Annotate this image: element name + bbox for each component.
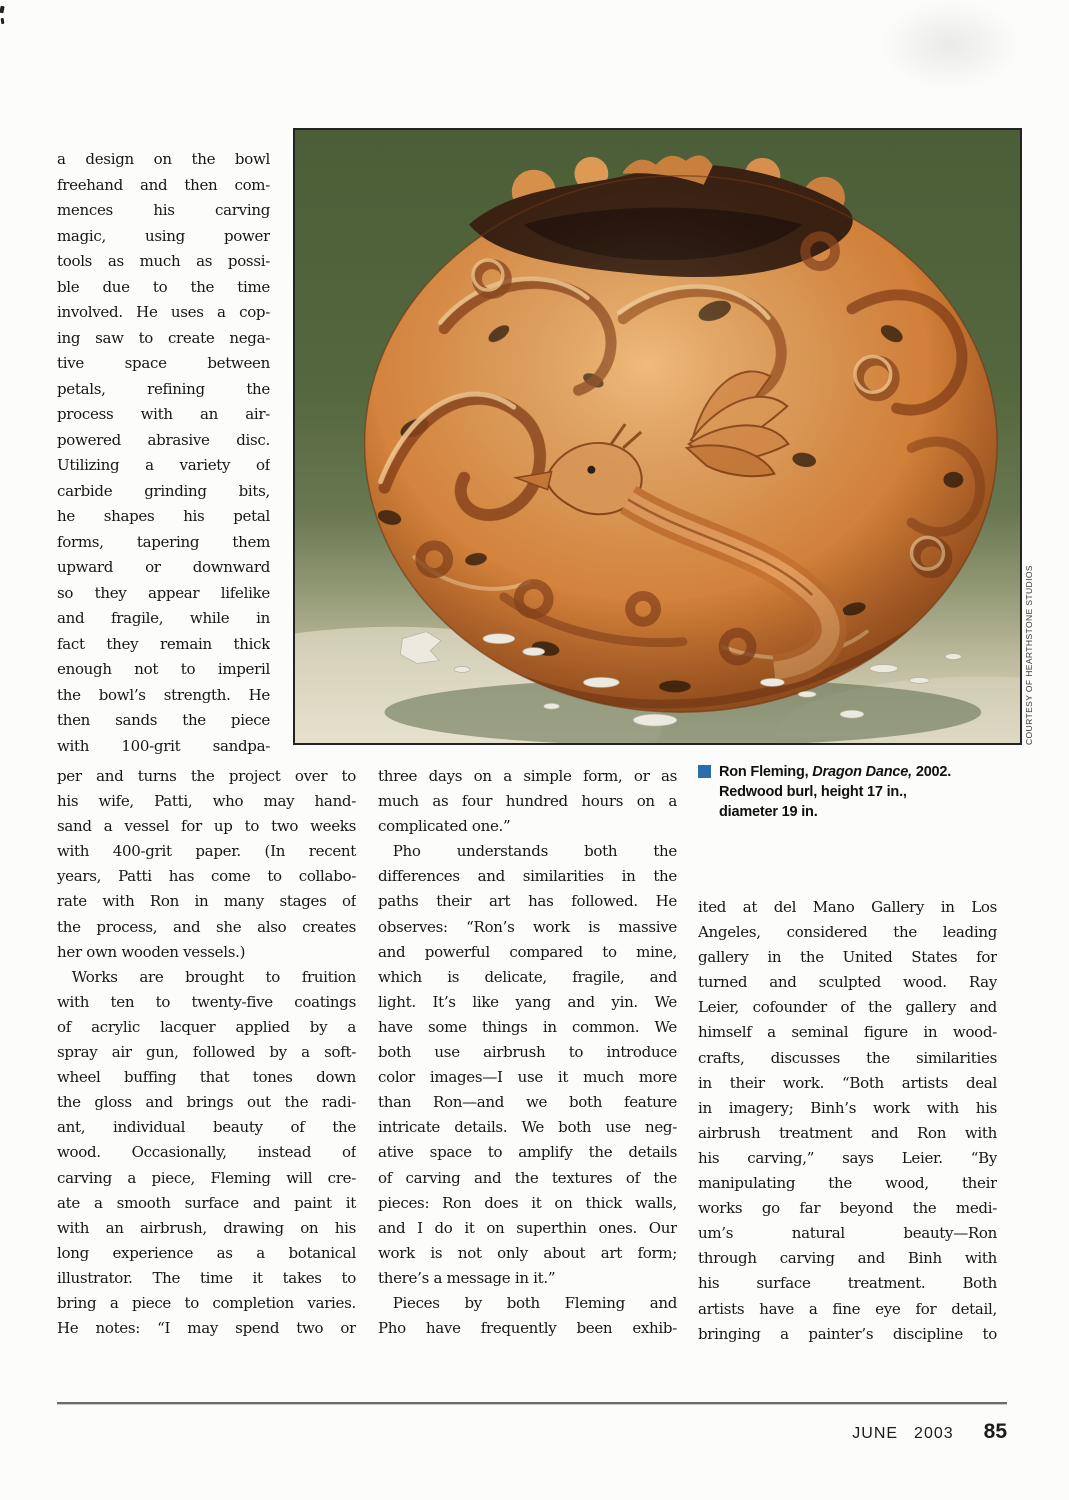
text-line: the bowl’s strength. He xyxy=(57,685,270,704)
text-line: her own wooden vessels.) xyxy=(57,942,246,961)
text-line: intricate details. We both use neg- xyxy=(378,1118,677,1137)
text-line: crafts, discusses the similarities xyxy=(698,1048,997,1067)
text-line: bringing a painter’s discipline to xyxy=(698,1324,997,1343)
text-line: manipulating the wood, their xyxy=(698,1174,997,1193)
text-line: have some things in common. We xyxy=(378,1017,677,1036)
text-line: upward or downward xyxy=(57,558,270,576)
text-line: Pho have frequently been exhib- xyxy=(378,1319,677,1338)
text-line: bring a piece to completion varies. xyxy=(57,1293,356,1312)
text-line: differences and similarities in the xyxy=(378,867,677,886)
footer-rule xyxy=(57,1402,1007,1405)
text-line: years, Patti has come to collabo- xyxy=(57,867,356,886)
text-line: so they appear lifelike xyxy=(57,583,270,602)
caption-artist: Ron Fleming, xyxy=(719,764,813,780)
footer-month: JUNE xyxy=(852,1425,899,1442)
text-line: ited at del Mano Gallery in Los xyxy=(698,898,997,916)
text-line: work is not only about art form; xyxy=(378,1243,677,1262)
text-line: wood. Occasionally, instead of xyxy=(57,1143,356,1162)
caption-details: 2002. Redwood burl, height 17 in., diameter 19 in. xyxy=(719,764,952,820)
scan-smudge xyxy=(880,0,1020,90)
text-line: and powerful compared to mine, xyxy=(378,942,677,961)
text-line: pieces: Ron does it on thick walls, xyxy=(378,1193,677,1212)
photo-credit: COURTESY OF HEARTHSTONE STUDIOS xyxy=(1024,565,1034,745)
column-middle xyxy=(378,764,677,1341)
text-line: wheel buffing that tones down xyxy=(57,1068,356,1087)
text-line: He notes: “I may spend two or xyxy=(57,1319,356,1338)
artwork-photo xyxy=(293,128,1022,745)
text-line: himself a seminal figure in wood- xyxy=(698,1023,997,1042)
text-line: spray air gun, followed by a soft- xyxy=(57,1043,356,1062)
text-line: ing saw to create nega- xyxy=(57,328,270,347)
column-right xyxy=(698,895,997,1347)
text-line: freehand and then com- xyxy=(57,175,270,194)
text-line: illustrator. The time it takes to xyxy=(57,1268,356,1287)
text-line: Leier, cofounder of the gallery and xyxy=(698,998,997,1017)
text-line: rate with Ron in many stages of xyxy=(57,892,356,911)
text-line: magic, using power xyxy=(57,226,270,245)
text-line: with 400-grit paper. (In recent xyxy=(57,842,356,861)
text-line: the gloss and brings out the radi- xyxy=(57,1093,356,1112)
text-line: sand a vessel for up to two weeks xyxy=(57,817,356,836)
text-line: Utilizing a variety of xyxy=(57,456,270,474)
text-line: artists have a fine eye for detail, xyxy=(698,1299,997,1318)
text-line: tools as much as possi- xyxy=(57,252,270,270)
caption-bullet-icon xyxy=(698,765,711,778)
text-line: ble due to the time xyxy=(57,277,270,296)
text-line: there’s a message in it.” xyxy=(378,1268,556,1287)
text-line: with an airbrush, drawing on his xyxy=(57,1218,356,1237)
text-line: he shapes his petal xyxy=(57,507,270,525)
text-line: complicated one.” xyxy=(378,817,511,836)
text-line: tive space between xyxy=(57,354,270,372)
text-line: fact they remain thick xyxy=(57,634,270,653)
text-line: Pieces by both Fleming and xyxy=(378,1293,677,1312)
text-line: ate a smooth surface and paint it xyxy=(57,1193,356,1212)
dragon-dance-vessel-image xyxy=(295,130,1020,743)
text-line: observes: “Ron’s work is massive xyxy=(378,917,677,936)
text-line: three days on a simple form, or as xyxy=(378,767,677,785)
text-line: um’s natural beauty—Ron xyxy=(698,1224,997,1243)
caption-title: Dragon Dance, xyxy=(812,764,912,780)
text-line: enough not to imperil xyxy=(57,660,270,678)
text-line: with 100-grit sandpa- xyxy=(57,736,270,755)
text-line: the process, and she also creates xyxy=(57,917,356,936)
text-line: paths their art has followed. He xyxy=(378,892,677,911)
text-line: Pho understands both the xyxy=(378,842,677,861)
scan-artifact xyxy=(0,4,10,30)
text-line: Works are brought to fruition xyxy=(57,967,356,986)
text-line: forms, tapering them xyxy=(57,532,270,551)
text-line: Angeles, considered the leading xyxy=(698,923,997,942)
text-line: than Ron—and we both feature xyxy=(378,1093,677,1112)
text-line: then sands the piece xyxy=(57,711,270,729)
caption xyxy=(698,762,963,822)
text-line: airbrush treatment and Ron with xyxy=(698,1123,997,1142)
caption-text xyxy=(719,762,963,822)
text-line: in their work. “Both artists deal xyxy=(698,1073,997,1092)
text-line: his carving,” says Leier. “By xyxy=(698,1148,997,1167)
text-line: mences his carving xyxy=(57,201,270,219)
footer xyxy=(57,1420,1007,1444)
text-line: ative space to amplify the details xyxy=(378,1143,677,1162)
text-line: involved. He uses a cop- xyxy=(57,303,270,321)
text-line: much as four hundred hours on a xyxy=(378,792,677,811)
column-left xyxy=(57,764,356,1341)
text-line: in imagery; Binh’s work with his xyxy=(698,1098,997,1117)
text-line: turned and sculpted wood. Ray xyxy=(698,973,997,992)
text-line: carbide grinding bits, xyxy=(57,481,270,500)
footer-year: 2003 xyxy=(914,1425,954,1442)
page-number: 85 xyxy=(983,1420,1007,1443)
text-line: petals, refining the xyxy=(57,379,270,398)
text-line: long experience as a botanical xyxy=(57,1243,356,1262)
text-line: both use airbrush to introduce xyxy=(378,1043,677,1062)
text-line: and I do it on superthin ones. Our xyxy=(378,1218,677,1237)
text-line: works go far beyond the medi- xyxy=(698,1199,997,1218)
text-line: gallery in the United States for xyxy=(698,948,997,967)
text-line: which is delicate, fragile, and xyxy=(378,967,677,986)
text-line: per and turns the project over to xyxy=(57,767,356,785)
text-line: ant, individual beauty of the xyxy=(57,1118,356,1137)
text-line: color images—I use it much more xyxy=(378,1068,677,1087)
text-line: process with an air- xyxy=(57,405,270,423)
text-line: powered abrasive disc. xyxy=(57,430,270,449)
text-line: his wife, Patti, who may hand- xyxy=(57,792,356,811)
column-left-narrow xyxy=(57,147,270,759)
text-line: with ten to twenty-five coatings xyxy=(57,992,356,1011)
text-line: carving a piece, Fleming will cre- xyxy=(57,1168,356,1187)
text-line: of carving and the textures of the xyxy=(378,1168,677,1187)
text-line: light. It’s like yang and yin. We xyxy=(378,992,677,1011)
text-line: through carving and Binh with xyxy=(698,1249,997,1268)
text-line: his surface treatment. Both xyxy=(698,1274,997,1293)
text-line: a design on the bowl xyxy=(57,150,270,168)
text-line: and fragile, while in xyxy=(57,609,270,627)
text-line: of acrylic lacquer applied by a xyxy=(57,1017,356,1036)
